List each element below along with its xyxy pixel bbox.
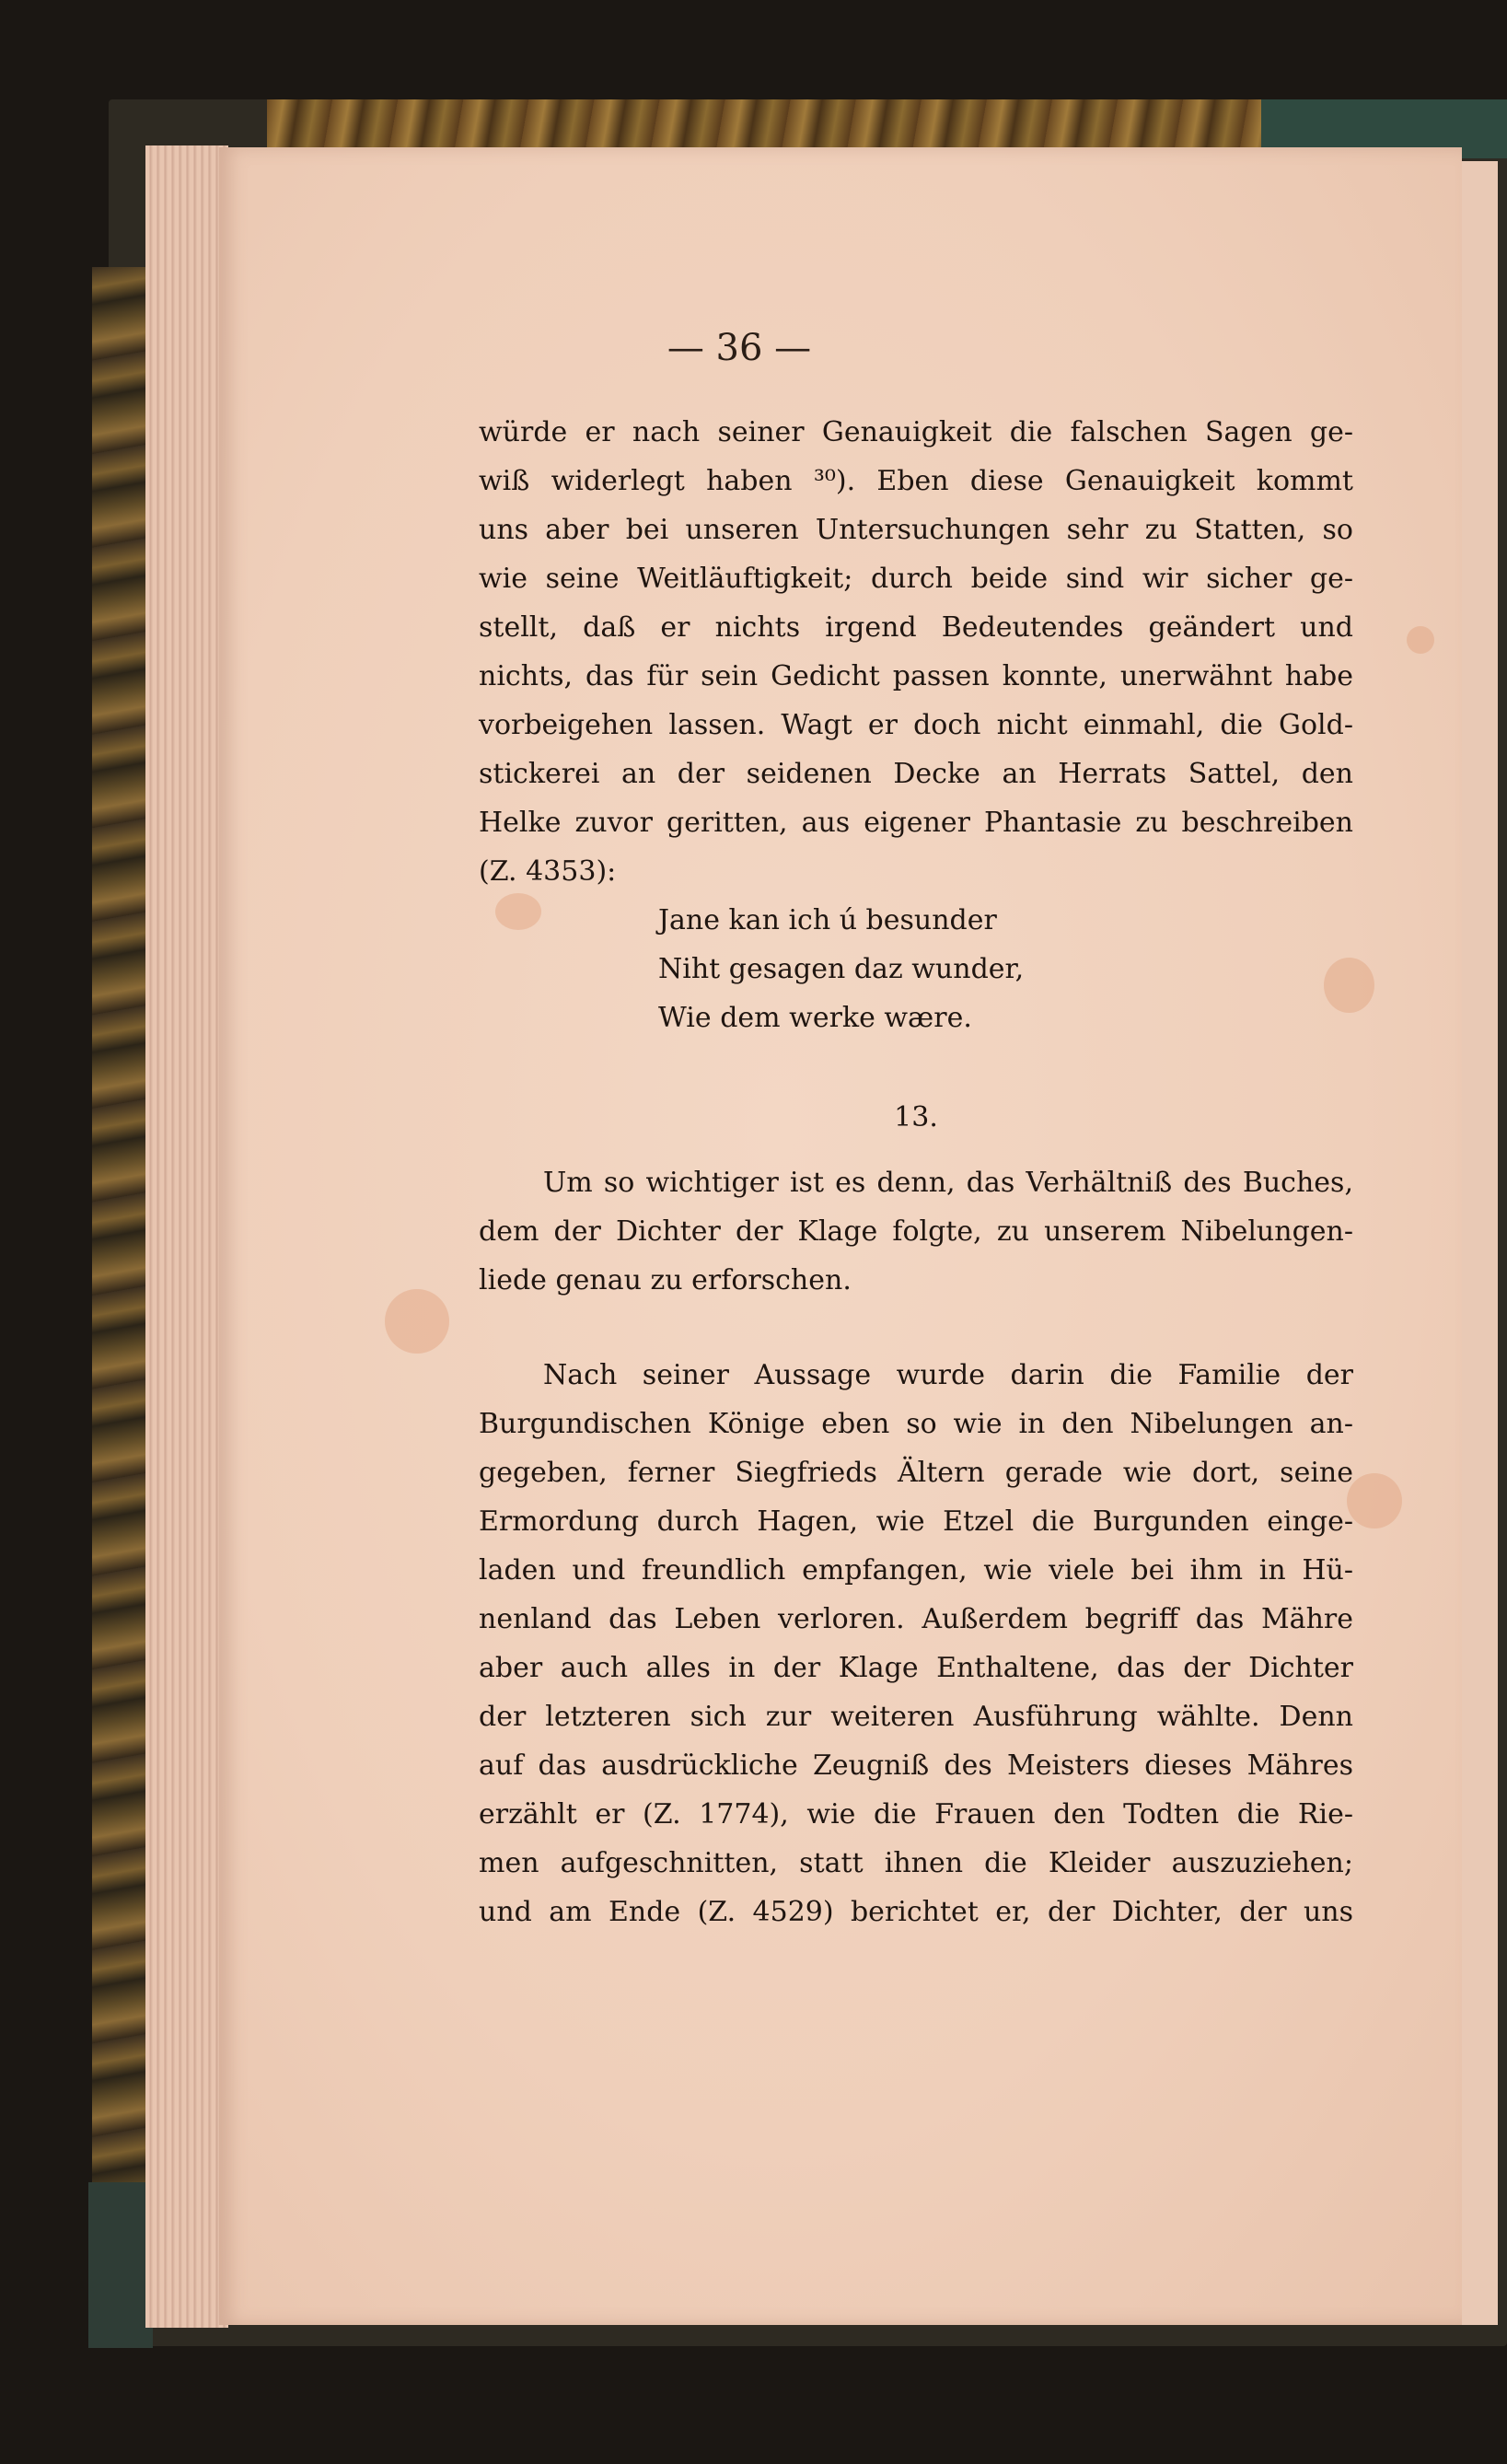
text-line: liede genau zu erforschen. — [479, 1264, 852, 1296]
text-line: Ermordung durch Hagen, wie Etzel die Burgunden einge- — [479, 1505, 1353, 1538]
text-line: stellt, daß er nichts irgend Bedeutendes geändert und — [479, 611, 1353, 644]
text-line: Nach seiner Aussage wurde darin die Familie der — [543, 1359, 1353, 1391]
section-number: 13. — [894, 1101, 938, 1133]
cloth-corner-left — [88, 2182, 153, 2348]
text-line: wiß widerlegt haben ³⁰). Eben diese Genauigkeit kommt — [479, 465, 1353, 497]
paragraph-gap — [479, 1305, 1353, 1351]
text-line: dem der Dichter der Klage folgte, zu unserem Nibelungen- — [479, 1215, 1353, 1248]
book-page — [219, 147, 1462, 2325]
text-line: Um so wichtiger ist es denn, das Verhältniß des Buches, — [543, 1167, 1353, 1199]
text-line: vorbeigehen lassen. Wagt er doch nicht einmahl, die Gold- — [479, 709, 1353, 741]
text-line: nenland das Leben verloren. Außerdem begriff das Mähre — [479, 1603, 1353, 1635]
page-edges — [145, 145, 228, 2328]
text-line: gegeben, ferner Siegfrieds Ältern gerade wie dort, seine — [479, 1457, 1353, 1489]
text-line: nichts, das für sein Gedicht passen konnte, unerwähnt habe — [479, 660, 1353, 692]
stain-spot — [1347, 1473, 1402, 1528]
page-edge-right — [1459, 161, 1498, 2325]
text-line: würde er nach seiner Genauigkeit die falschen Sagen ge- — [479, 416, 1353, 448]
text-line: aber auch alles in der Klage Enthaltene, das der Dichter — [479, 1652, 1353, 1684]
text-line: (Z. 4353): — [479, 855, 617, 888]
text-line: Burgundischen Könige eben so wie in den Nibelungen an- — [479, 1408, 1353, 1440]
text-line: der letzteren sich zur weiteren Ausführung wählte. Denn — [479, 1701, 1353, 1733]
verse-line: Wie dem werke wære. — [658, 1002, 972, 1034]
text-line: erzählt er (Z. 1774), wie die Frauen den Todten die Rie- — [479, 1798, 1353, 1831]
text-line: auf das ausdrückliche Zeugniß des Meisters dieses Mähres — [479, 1749, 1353, 1782]
verse-line: Jane kan ich ú besunder — [658, 904, 997, 936]
text-line: stickerei an der seidenen Decke an Herrats Sattel, den — [479, 758, 1353, 790]
marbled-board-top — [267, 99, 1261, 155]
marbled-board-left — [92, 267, 151, 2201]
text-line: laden und freundlich empfangen, wie viele bei ihm in Hü- — [479, 1554, 1353, 1586]
stain-spot — [385, 1289, 449, 1354]
page-number: — 36 — — [667, 327, 812, 369]
text-line: wie seine Weitläuftigkeit; durch beide sind wir sicher ge- — [479, 563, 1353, 595]
text-line: und am Ende (Z. 4529) berichtet er, der Dichter, der uns — [479, 1896, 1353, 1928]
text-line: men aufgeschnitten, statt ihnen die Kleider auszuziehen; — [479, 1847, 1353, 1879]
text-body — [479, 408, 1353, 1936]
stain-spot — [1407, 626, 1434, 654]
text-line: uns aber bei unseren Untersuchungen sehr zu Statten, so — [479, 514, 1353, 546]
verse-line: Niht gesagen daz wunder, — [658, 953, 1025, 985]
text-line: Helke zuvor geritten, aus eigener Phantasie zu beschreiben — [479, 807, 1353, 839]
